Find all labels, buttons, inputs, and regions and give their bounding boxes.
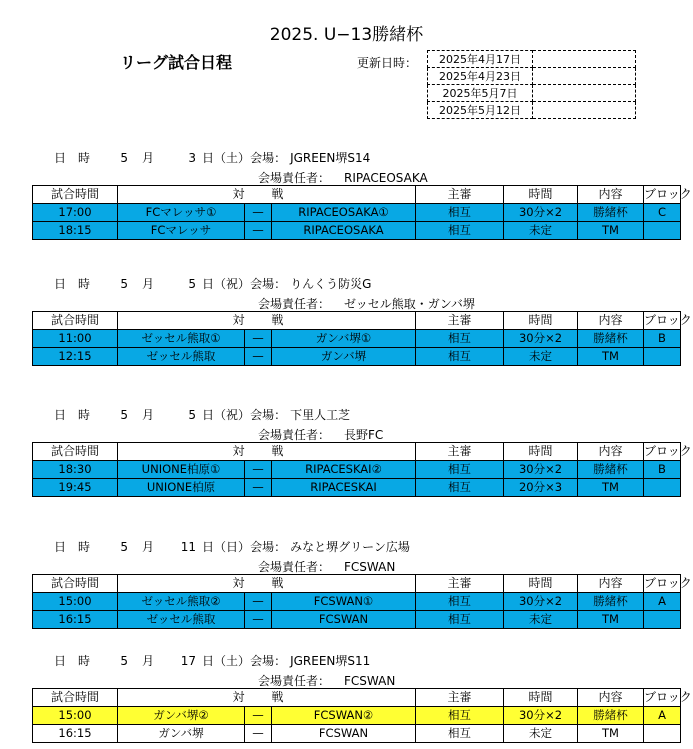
header-referee: 主審 [416, 443, 504, 461]
manager-line [258, 295, 475, 312]
day-unit: 日 [202, 151, 215, 165]
vs-separator: — [245, 707, 272, 725]
home-team: ゼッセル熊取② [118, 593, 245, 611]
manager-label: 会場責任者： [258, 428, 331, 442]
match-time: 16:15 [33, 611, 118, 629]
header-time: 試合時間 [33, 312, 118, 330]
home-team: ガンバ堺 [118, 725, 245, 743]
weekday: （日） [214, 540, 251, 554]
manager-label: 会場責任者： [258, 297, 331, 311]
month-unit: 月 [142, 540, 155, 554]
header-tai: 対 [118, 312, 245, 330]
away-team: FCSWAN② [272, 707, 416, 725]
header-sen: 戦 [272, 689, 416, 707]
away-team: ガンバ堺① [272, 330, 416, 348]
date-venue-line [54, 652, 370, 669]
block: B [644, 330, 681, 348]
vs-separator: — [245, 330, 272, 348]
match-row [33, 593, 681, 611]
schedule-section [0, 406, 693, 502]
match-row [33, 707, 681, 725]
manager-line [258, 169, 428, 186]
update-label: 更新日時： [357, 56, 418, 70]
header-duration: 時間 [504, 312, 578, 330]
header-time: 試合時間 [33, 186, 118, 204]
schedule-section [0, 538, 693, 634]
update-dates-box [427, 50, 636, 119]
manager-name: ゼッセル熊取・ガンバ堺 [344, 297, 475, 311]
referee: 相互 [416, 479, 504, 497]
update-date: 2025年4月23日 [428, 68, 533, 85]
referee: 相互 [416, 330, 504, 348]
header-referee: 主審 [416, 312, 504, 330]
block [644, 222, 681, 240]
day: 5 [188, 277, 197, 291]
update-date: 2025年4月17日 [428, 51, 533, 68]
header-duration: 時間 [504, 689, 578, 707]
home-team: ゼッセル熊取① [118, 330, 245, 348]
vs-separator: — [245, 348, 272, 366]
schedule-section [0, 149, 693, 245]
vs-separator: — [245, 725, 272, 743]
vs-separator: — [245, 593, 272, 611]
referee: 相互 [416, 725, 504, 743]
away-team: ガンバ堺 [272, 348, 416, 366]
referee: 相互 [416, 707, 504, 725]
header-duration: 時間 [504, 443, 578, 461]
content: 勝緒杯 [578, 707, 644, 725]
home-team: FCマレッサ [118, 222, 245, 240]
vs-separator: — [245, 222, 272, 240]
away-team: RIPACESKAI② [272, 461, 416, 479]
weekday: （祝） [214, 408, 251, 422]
nichiji-label: 日 時 [54, 151, 91, 165]
table-header [33, 186, 681, 204]
manager-line [258, 558, 395, 575]
home-team: FCマレッサ① [118, 204, 245, 222]
month-unit: 月 [142, 408, 155, 422]
month: 5 [120, 408, 129, 422]
home-team: UNIONE柏原① [118, 461, 245, 479]
block [644, 725, 681, 743]
manager-name: FCSWAN [344, 560, 396, 574]
date-venue-line [54, 538, 410, 555]
away-team: RIPACESKAI [272, 479, 416, 497]
header-sen: 戦 [272, 575, 416, 593]
schedule-table [32, 574, 692, 629]
home-team: ガンバ堺② [118, 707, 245, 725]
duration: 未定 [504, 348, 578, 366]
header-time: 試合時間 [33, 443, 118, 461]
block: A [644, 707, 681, 725]
header-content: 内容 [578, 689, 644, 707]
table-header [33, 689, 681, 707]
venue-label: 会場： [250, 408, 287, 422]
day: 5 [188, 408, 197, 422]
match-row [33, 204, 681, 222]
date-venue-line [54, 149, 370, 166]
header-content: 内容 [578, 575, 644, 593]
referee: 相互 [416, 204, 504, 222]
vs-separator: — [245, 479, 272, 497]
duration: 30分×2 [504, 461, 578, 479]
schedule-table [32, 311, 692, 366]
header-referee: 主審 [416, 689, 504, 707]
month: 5 [120, 277, 129, 291]
date-venue-line [54, 406, 350, 423]
header-duration: 時間 [504, 575, 578, 593]
nichiji-label: 日 時 [54, 540, 91, 554]
duration: 未定 [504, 222, 578, 240]
duration: 30分×2 [504, 593, 578, 611]
referee: 相互 [416, 461, 504, 479]
header-gap [245, 443, 272, 461]
referee: 相互 [416, 348, 504, 366]
month-unit: 月 [142, 277, 155, 291]
header-content: 内容 [578, 443, 644, 461]
content: TM [578, 611, 644, 629]
home-team: UNIONE柏原 [118, 479, 245, 497]
away-team: RIPACEOSAKA① [272, 204, 416, 222]
block [644, 611, 681, 629]
venue-name: JGREEN堺S14 [290, 151, 371, 165]
venue-name: 下里人工芝 [290, 408, 351, 422]
home-team: ゼッセル熊取 [118, 611, 245, 629]
header-gap [245, 689, 272, 707]
away-team: FCSWAN [272, 725, 416, 743]
header-block: ブロック [644, 575, 681, 593]
duration: 30分×2 [504, 330, 578, 348]
header-content: 内容 [578, 186, 644, 204]
header-block: ブロック [644, 689, 681, 707]
update-date: 2025年5月12日 [428, 102, 533, 119]
day-unit: 日 [202, 277, 215, 291]
match-time: 19:45 [33, 479, 118, 497]
match-time: 11:00 [33, 330, 118, 348]
match-row [33, 725, 681, 743]
nichiji-label: 日 時 [54, 654, 91, 668]
header-duration: 時間 [504, 186, 578, 204]
manager-line [258, 426, 383, 443]
venue-name: JGREEN堺S11 [290, 654, 371, 668]
duration: 30分×2 [504, 707, 578, 725]
match-row [33, 611, 681, 629]
referee: 相互 [416, 222, 504, 240]
month: 5 [120, 654, 129, 668]
referee: 相互 [416, 593, 504, 611]
day: 3 [188, 151, 197, 165]
header-content: 内容 [578, 312, 644, 330]
nichiji-label: 日 時 [54, 277, 91, 291]
block: C [644, 204, 681, 222]
header-block: ブロック [644, 443, 681, 461]
header-block: ブロック [644, 312, 681, 330]
content: TM [578, 479, 644, 497]
manager-label: 会場責任者： [258, 171, 331, 185]
table-header [33, 575, 681, 593]
weekday: （土） [214, 654, 251, 668]
match-row [33, 461, 681, 479]
weekday: （土） [214, 151, 251, 165]
duration: 20分×3 [504, 479, 578, 497]
match-time: 15:00 [33, 707, 118, 725]
header-block: ブロック [644, 186, 681, 204]
weekday: （祝） [214, 277, 251, 291]
update-date: 2025年5月7日 [428, 85, 533, 102]
match-time: 17:00 [33, 204, 118, 222]
header-time: 試合時間 [33, 689, 118, 707]
month: 5 [120, 151, 129, 165]
away-team: FCSWAN [272, 611, 416, 629]
header-tai: 対 [118, 443, 245, 461]
content: TM [578, 348, 644, 366]
table-header [33, 443, 681, 461]
header-time: 試合時間 [33, 575, 118, 593]
header-tai: 対 [118, 575, 245, 593]
day: 11 [180, 540, 197, 554]
venue-label: 会場： [250, 277, 287, 291]
table-header [33, 312, 681, 330]
month-unit: 月 [142, 654, 155, 668]
manager-name: RIPACEOSAKA [344, 171, 428, 185]
venue-name: りんくう防災G [290, 277, 372, 291]
month-unit: 月 [142, 151, 155, 165]
header-referee: 主審 [416, 186, 504, 204]
match-time: 16:15 [33, 725, 118, 743]
month: 5 [120, 540, 129, 554]
day: 17 [180, 654, 197, 668]
referee: 相互 [416, 611, 504, 629]
match-time: 15:00 [33, 593, 118, 611]
block [644, 348, 681, 366]
manager-label: 会場責任者： [258, 560, 331, 574]
match-time: 18:15 [33, 222, 118, 240]
match-row [33, 222, 681, 240]
day-unit: 日 [202, 408, 215, 422]
schedule-table [32, 442, 692, 497]
schedule-section [0, 275, 693, 371]
nichiji-label: 日 時 [54, 408, 91, 422]
header-gap [245, 575, 272, 593]
block: B [644, 461, 681, 479]
day-unit: 日 [202, 540, 215, 554]
duration: 30分×2 [504, 204, 578, 222]
page-subtitle: リーグ試合日程 [120, 53, 233, 72]
manager-name: FCSWAN [344, 674, 396, 688]
match-time: 18:30 [33, 461, 118, 479]
away-team: FCSWAN① [272, 593, 416, 611]
away-team: RIPACEOSAKA [272, 222, 416, 240]
date-venue-line [54, 275, 371, 292]
header-sen: 戦 [272, 312, 416, 330]
schedule-section [0, 652, 693, 748]
vs-separator: — [245, 461, 272, 479]
schedule-table [32, 688, 692, 743]
match-row [33, 479, 681, 497]
header-sen: 戦 [272, 186, 416, 204]
content: 勝緒杯 [578, 330, 644, 348]
header-sen: 戦 [272, 443, 416, 461]
content: 勝緒杯 [578, 593, 644, 611]
content: 勝緒杯 [578, 204, 644, 222]
header-tai: 対 [118, 186, 245, 204]
content: 勝緒杯 [578, 461, 644, 479]
manager-name: 長野FC [344, 428, 384, 442]
schedule-table [32, 185, 692, 240]
duration: 未定 [504, 611, 578, 629]
duration: 未定 [504, 725, 578, 743]
block: A [644, 593, 681, 611]
content: TM [578, 222, 644, 240]
header-gap [245, 186, 272, 204]
block [644, 479, 681, 497]
manager-label: 会場責任者： [258, 674, 331, 688]
vs-separator: — [245, 204, 272, 222]
match-row [33, 330, 681, 348]
venue-label: 会場： [250, 654, 287, 668]
manager-line [258, 672, 395, 689]
match-time: 12:15 [33, 348, 118, 366]
day-unit: 日 [202, 654, 215, 668]
match-row [33, 348, 681, 366]
home-team: ゼッセル熊取 [118, 348, 245, 366]
vs-separator: — [245, 611, 272, 629]
venue-name: みなと堺グリーン広場 [290, 540, 410, 554]
venue-label: 会場： [250, 540, 287, 554]
page-title: 2025. U−13勝緒杯 [269, 25, 424, 45]
header-tai: 対 [118, 689, 245, 707]
venue-label: 会場： [250, 151, 287, 165]
header-gap [245, 312, 272, 330]
header-referee: 主審 [416, 575, 504, 593]
content: TM [578, 725, 644, 743]
